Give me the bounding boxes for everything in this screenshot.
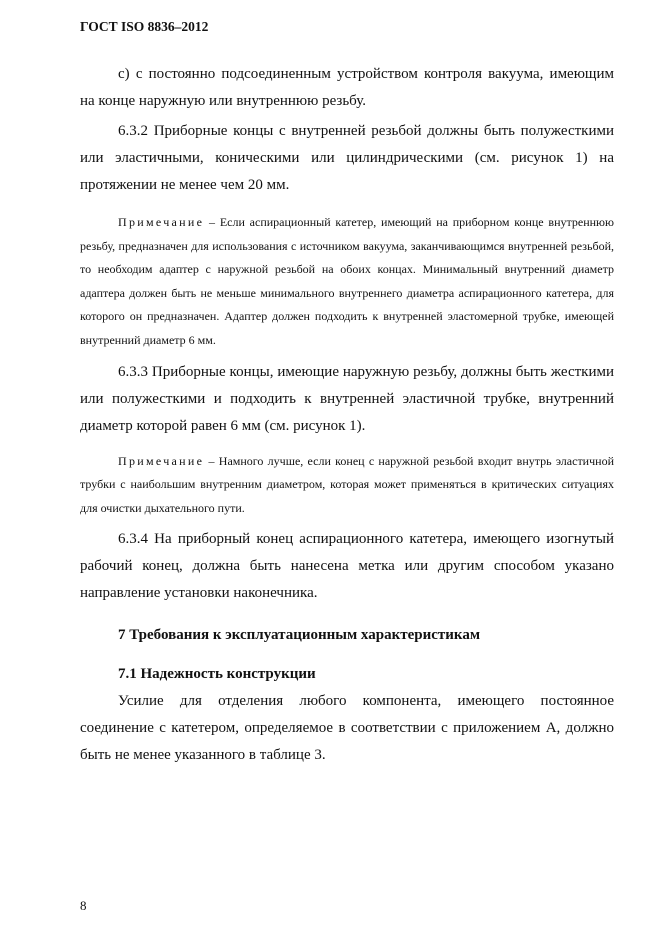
paragraph-item-c: с) с постоянно подсоединенным устройством контроля вакуума, имеющим на конце наружную или внутреннюю резьбу. [80,66,614,109]
page-body [80,61,614,769]
note-2 [80,450,614,521]
paragraph-7-1: Усилие для отделения любого компонента, имеющего постоянное соединение с катетером, определяемое в соответствии с приложением А, должно быть не менее указанного в таблице 3. [80,693,614,764]
paragraph-6-3-2: 6.3.2 Приборные концы с внутренней резьбой должны быть полужесткими или эластичными, коническими или цилиндрическими (см. рисунок 1) на протяжении не менее чем 20 мм. [80,123,614,193]
section-7-heading: 7 Требования к эксплуатационным характеристикам [118,627,481,644]
note-label: Примечание [118,453,205,468]
note-1 [80,211,614,353]
note-text: – Если аспирационный катетер, имеющий на приборном конце внутреннюю резьбу, предназначен для использования с источником вакуума, заканчивающимся внутренней резьбой, то необходим адаптер с наружной резьбой на обоих концах. Минимальный внутренний диаметр адаптера должен быть не меньше минимального внутреннего диаметра аспирационного катетера, для которого он предназначен. Адаптер должен подходить к внутренней эластомерной трубке, имеющей внутренний диаметр 6 мм. [80,215,614,347]
note-text: – Намного лучше, если конец с наружной резьбой входит внутрь эластичной трубки с наибольшим внутренним диаметром, которая может применяться в критических ситуациях для очистки дыхательного пути. [80,453,614,515]
paragraph-6-3-3: 6.3.3 Приборные концы, имеющие наружную резьбу, должны быть жесткими или полужесткими и подходить к внутренней эластичной трубке, внутренний диаметр которой равен 6 мм (см. рисунок 1). [80,363,614,434]
paragraph-6-3-4: 6.3.4 На приборный конец аспирационного катетера, имеющего изогнутый рабочий конец, должна быть нанесена метка или другим способом указано направление установки наконечника. [80,531,614,602]
note-label: Примечание [118,215,205,229]
section-7-1-heading: 7.1 Надежность конструкции [118,666,316,683]
page-number: 8 [80,898,87,913]
document-code-header: ГОСТ ISO 8836–2012 [80,19,209,34]
